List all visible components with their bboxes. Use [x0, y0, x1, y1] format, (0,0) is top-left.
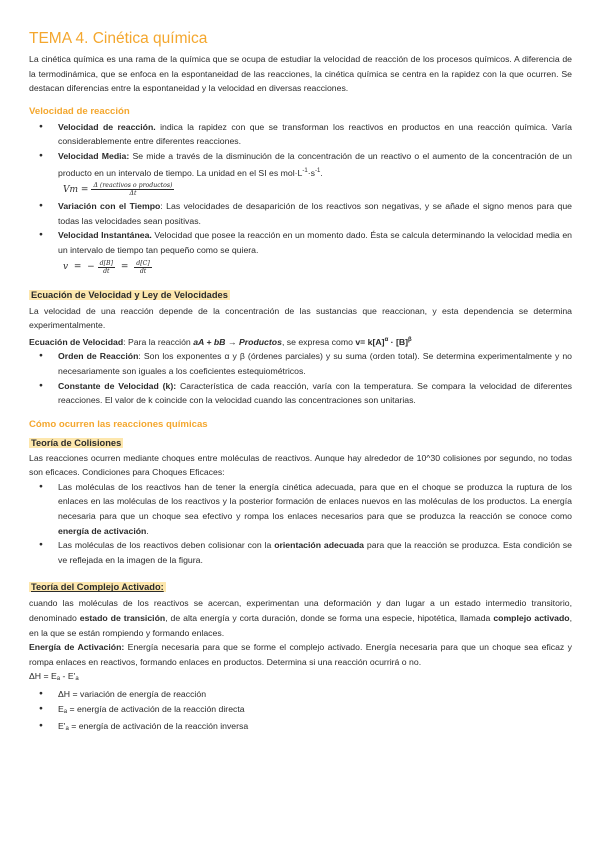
- list-item: ● ΔH = variación de energía de reacción: [29, 687, 572, 702]
- velocidad-list: [29, 120, 572, 180]
- list-item: ● Constante de Velocidad (k): Característica de cada reacción, varía con la temperatura. Se compara la velocidad de diferentes reacciones. El valor de k coincide con la velocidad cuando las concentraciones son unitarias.: [29, 379, 572, 408]
- subheading-colisiones: Teoría de Colisiones: [31, 437, 122, 448]
- ecuacion-velocidad-line: Ecuación de Velocidad: Para la reacción aA + bB → Productos, se expresa como $v= k[A]^\alpha \cdot [B]^\beta$: [29, 336, 412, 347]
- document-page: [29, 29, 572, 737]
- list-item: ● Orden de Reacción: Son los exponentes α y β (órdenes parciales) y su suma (orden total). Se determina experimentalmente y no necesariamente son iguales a los coeficientes estequiométricos.: [29, 349, 572, 378]
- list-item: ● Las moléculas de los reactivos han de tener la energía cinética adecuada, para que en el choque se produzca la ruptura de los enlaces en las moléculas de los reactivos y la posterior formación de enlaces nuevos en las moléculas de los productos. La energía necesaria para que un choque sea efectivo y rompa los enlaces necesarios para que se produzca la reacción se conoce como energía de activación.: [29, 480, 572, 538]
- ecuacion-paragraph: La velocidad de una reacción depende de la concentración de las sustancias que reaccionan, y esta dependencia se determina experimentalmente.: [29, 305, 572, 331]
- list-item: ● Velocidad de reacción. indica la rapidez con que se transforman los reactivos en productos en una reacción química. Varía considerablemente entre diferentes reacciones.: [29, 120, 572, 149]
- colisiones-list: [29, 480, 572, 568]
- colisiones-paragraph: Las reacciones ocurren mediante choques entre moléculas de reactivos. Aunque hay alrededor de 10^30 colisiones por segundo, no todas son eficaces. Condiciones para Choques Eficaces:: [29, 452, 572, 478]
- section-heading-ecuacion: Ecuación de Velocidad y Ley de Velocidades: [31, 289, 228, 300]
- list-item: ● Variación con el Tiempo: Las velocidades de desaparición de los reactivos son negativas, y se añade el signo menos para que todas las velocidades sean positivas.: [29, 199, 572, 228]
- list-item: ● Ea = energía de activación de la reacción directa: [29, 702, 572, 720]
- page-title: TEMA 4. Cinética química: [29, 30, 208, 47]
- list-item: ● E'a = energía de activación de la reacción inversa: [29, 719, 572, 737]
- intro-paragraph: La cinética química es una rama de la química que se ocupa de estudiar la velocidad de reacción de los procesos químicos. A diferencia de la termodinámica, que se enfoca en la espontaneidad de las reacciones, la cinética química se centra en la rapidez con la que ocurren. Se destacan diferencias entre la espontaneidad y la velocidad en diversas reacciones.: [29, 54, 572, 94]
- list-item: ● Velocidad Media: Se mide a través de la disminución de la concentración de un reactivo o el aumento de la concentración de un producto en un intervalo de tiempo. La unidad en el SI es $mol\cdot L^{-1}\cdot s^{-1}$.: [29, 149, 572, 180]
- velocidad-list-2: [29, 199, 572, 257]
- section-heading-como-ocurren: Cómo ocurren las reacciones químicas: [29, 418, 208, 430]
- list-item: ● Velocidad Instantánea. Velocidad que posee la reacción en un momento dado. Ésta se calcula determinando la velocidad media en un intervalo de tiempo tan pequeño como se quiera.: [29, 228, 572, 257]
- formula-velocidad-instantanea: v = − $\frac{d[B]}{dt}$ = $\frac{d[C]}{dt}$: [63, 259, 150, 275]
- energia-activacion-paragraph: Energía de Activación: Energía necesaria para que se forme el complejo activado. Energía necesaria para que un choque sea eficaz y rompa enlaces en reactivos, formando enlaces en productos. Determina si una reacción ocurrirá o no.: [29, 642, 572, 667]
- section-heading-complejo-activado: Teoría del Complejo Activado:: [31, 582, 164, 593]
- entalpia-formula: ΔH = Ea - E'a: [29, 671, 79, 683]
- ecuacion-list: [29, 349, 572, 407]
- complejo-paragraph: cuando las moléculas de los reactivos se acercan, experimentan una deformación y dan lugar a un estado intermedio transitorio, denominado estado de transición, de alta energía y corta duración, donde se forma una especie, hipotética, llamada complejo activado, en la que se están rompiendo y formando enlaces.: [29, 598, 573, 638]
- energia-list: [29, 687, 572, 737]
- section-heading-velocidad: Velocidad de reacción: [29, 105, 130, 117]
- list-item: ● Las moléculas de los reactivos deben colisionar con la orientación adecuada para que la reacción se produzca. Esta condición se ve reflejada en la imagen de la figura.: [29, 538, 572, 567]
- formula-velocidad-media: Vm = $\frac{\text{Δ (reactivos o productos)}}{\Delta t}$: [63, 182, 173, 198]
